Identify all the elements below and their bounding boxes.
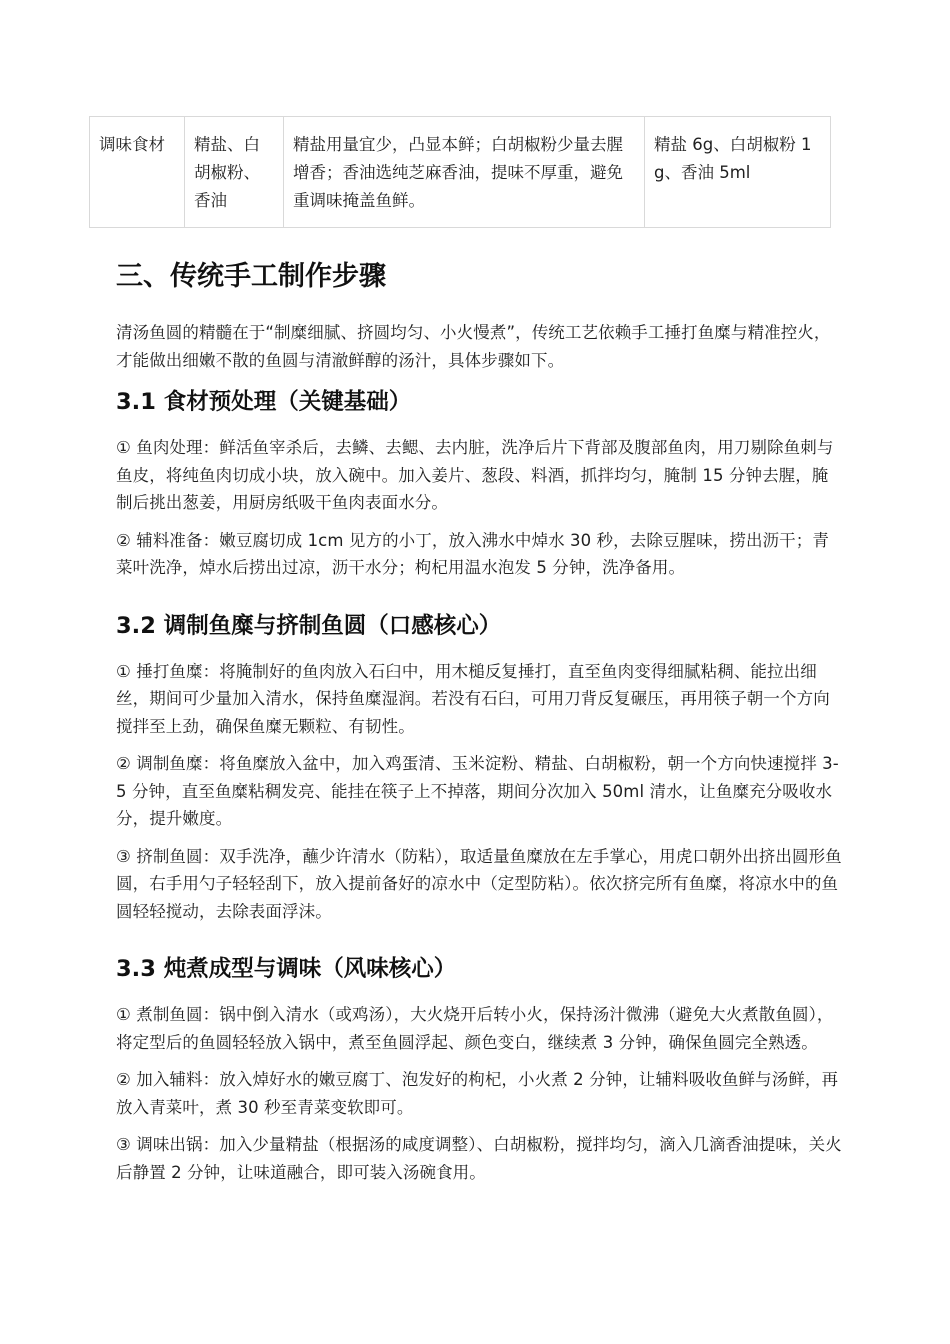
main-content: [116, 255, 844, 1196]
step-paragraph: ③ 挤制鱼圆：双手洗净，蘸少许清水（防粘），取适量鱼糜放在左手掌心，用虎口朝外出挤出圆形鱼圆，右手用勺子轻轻刮下，放入提前备好的凉水中（定型防粘）。依次挤完所有鱼糜，将凉水中的鱼圆轻轻搅动，去除表面浮沫。: [116, 846, 842, 921]
section-intro: 清汤鱼圆的精髓在于“制糜细腻、挤圆均匀、小火慢煮”，传统工艺依赖手工捶打鱼糜与精准控火，才能做出细嫩不散的鱼圆与清澈鲜醇的汤汁，具体步骤如下。: [116, 323, 831, 370]
section-title: 三、传统手工制作步骤: [116, 261, 386, 292]
subsection-title: 3.1 食材预处理（关键基础）: [116, 389, 412, 415]
ingredient-table: [89, 116, 831, 228]
step-paragraph: ① 捶打鱼糜：将腌制好的鱼肉放入石臼中，用木槌反复捶打，直至鱼肉变得细腻粘稠、能拉出细丝，期间可少量加入清水，保持鱼糜湿润。若没有石臼，可用刀背反复碾压，再用筷子朝一个方向搅拌至上劲，确保鱼糜无颗粒、有韧性。: [116, 661, 830, 736]
table-row: [90, 117, 831, 228]
subsection-title: 3.3 炖煮成型与调味（风味核心）: [116, 956, 457, 982]
step-paragraph: ① 鱼肉处理：鲜活鱼宰杀后，去鳞、去鳃、去内脏，洗净后片下背部及腹部鱼肉，用刀剔除鱼刺与鱼皮，将纯鱼肉切成小块，放入碗中。加入姜片、葱段、料酒，抓拌均匀，腌制 15 分钟去腥，腌制后挑出葱姜，用厨房纸吸干鱼肉表面水分。: [116, 438, 834, 512]
step-paragraph: ② 调制鱼糜：将鱼糜放入盆中，加入鸡蛋清、玉米淀粉、精盐、白胡椒粉，朝一个方向快速搅拌 3-5 分钟，直至鱼糜粘稠发亮、能挂在筷子上不掉落，期间分次加入 50ml 清水，让鱼糜充分吸收水分，提升嫩度。: [116, 754, 839, 828]
table-cell-amount: 精盐 6g、白胡椒粉 1g、香油 5ml: [645, 117, 831, 228]
table-cell-notes: 精盐用量宜少，凸显本鲜；白胡椒粉少量去腥增香；香油选纯芝麻香油，提味不厚重，避免重调味掩盖鱼鲜。: [284, 117, 645, 228]
subsection-title: 3.2 调制鱼糜与挤制鱼圆（口感核心）: [116, 612, 502, 639]
step-paragraph: ② 加入辅料：放入焯好水的嫩豆腐丁、泡发好的枸杞，小火煮 2 分钟，让辅料吸收鱼鲜与汤鲜，再放入青菜叶，煮 30 秒至青菜变软即可。: [116, 1070, 839, 1117]
step-paragraph: ① 煮制鱼圆：锅中倒入清水（或鸡汤），大火烧开后转小火，保持汤汁微沸（避免大火煮散鱼圆），将定型后的鱼圆轻轻放入锅中，煮至鱼圆浮起、颜色变白，继续煮 3 分钟，确保鱼圆完全熟透。: [116, 1005, 834, 1052]
table-cell-category: 调味食材: [90, 117, 185, 228]
table-cell-items: 精盐、白胡椒粉、香油: [185, 117, 284, 228]
step-paragraph: ② 辅料准备：嫩豆腐切成 1cm 见方的小丁，放入沸水中焯水 30 秒，去除豆腥味，捞出沥干；青菜叶洗净，焯水后捞出过凉，沥干水分；枸杞用温水泡发 5 分钟，洗净备用。: [116, 530, 829, 577]
step-paragraph: ③ 调味出锅：加入少量精盐（根据汤的咸度调整）、白胡椒粉，搅拌均匀，滴入几滴香油提味，关火后静置 2 分钟，让味道融合，即可装入汤碗食用。: [116, 1135, 842, 1182]
